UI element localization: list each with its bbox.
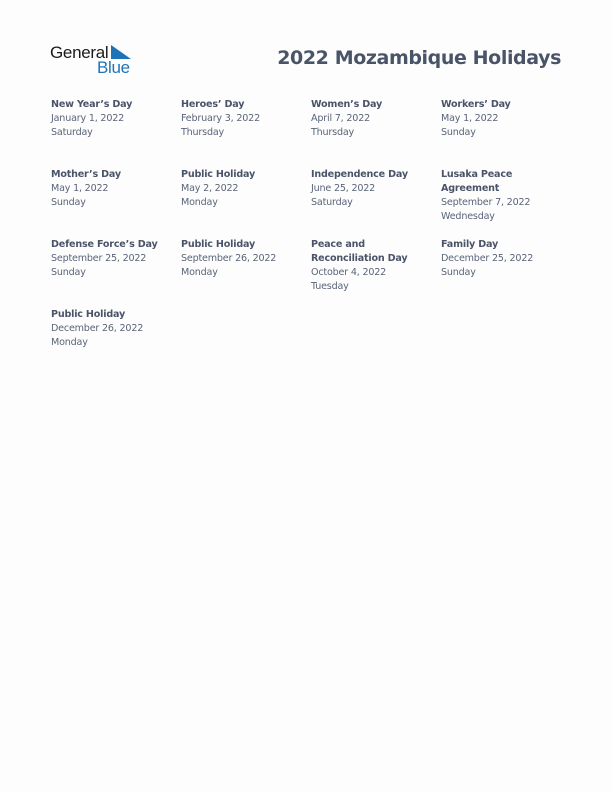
holiday-entry [441, 168, 536, 224]
holiday-name: Peace and Reconciliation Day [311, 239, 408, 264]
generalblue-logo [50, 43, 140, 79]
holiday-name: Women’s Day [311, 99, 383, 110]
holiday-weekday: Monday [51, 337, 88, 348]
holiday-weekday: Sunday [441, 127, 476, 138]
logo-flag-icon [111, 45, 131, 59]
holiday-date: September 7, 2022 [441, 197, 531, 208]
holiday-weekday: Thursday [181, 127, 225, 138]
holiday-entry [441, 238, 566, 280]
holiday-date: May 2, 2022 [181, 183, 239, 194]
holiday-date: June 25, 2022 [311, 183, 376, 194]
holiday-date: September 26, 2022 [181, 253, 277, 264]
holiday-entry [181, 168, 306, 210]
holiday-date: May 1, 2022 [441, 113, 499, 124]
holiday-name: New Year’s Day [51, 99, 133, 110]
holiday-weekday: Tuesday [311, 281, 349, 292]
holiday-weekday: Monday [181, 267, 218, 278]
holiday-date: February 3, 2022 [181, 113, 260, 124]
holiday-name: Family Day [441, 239, 499, 250]
holiday-name: Lusaka Peace Agreement [441, 169, 513, 194]
holiday-date: September 25, 2022 [51, 253, 147, 264]
holiday-name: Defense Force’s Day [51, 239, 158, 250]
holiday-name: Workers’ Day [441, 99, 511, 110]
holiday-date: December 26, 2022 [51, 323, 144, 334]
holiday-entry [441, 98, 566, 140]
holiday-name: Public Holiday [181, 239, 256, 250]
holiday-entry [311, 168, 436, 210]
holiday-weekday: Sunday [51, 197, 86, 208]
page-title: 2022 Mozambique Holidays [277, 47, 561, 69]
logo-text-general: General [50, 43, 109, 62]
holiday-name: Public Holiday [51, 309, 126, 320]
holiday-weekday: Sunday [441, 267, 476, 278]
holiday-entry [51, 238, 176, 280]
holiday-weekday: Monday [181, 197, 218, 208]
holiday-entry [311, 98, 436, 140]
holiday-weekday: Saturday [311, 197, 353, 208]
holiday-date: January 1, 2022 [51, 113, 125, 124]
holiday-weekday: Thursday [311, 127, 355, 138]
holiday-entry [51, 168, 176, 210]
holiday-name: Heroes’ Day [181, 99, 245, 110]
holiday-name: Mother’s Day [51, 169, 121, 180]
holiday-entry [311, 238, 421, 294]
holiday-weekday: Wednesday [441, 211, 495, 222]
logo-text-blue: Blue [97, 58, 130, 77]
holiday-date: May 1, 2022 [51, 183, 109, 194]
holiday-weekday: Saturday [51, 127, 93, 138]
holiday-entry [51, 308, 176, 350]
holiday-weekday: Sunday [51, 267, 86, 278]
holiday-date: October 4, 2022 [311, 267, 387, 278]
holiday-entry [181, 98, 306, 140]
holiday-name: Independence Day [311, 169, 408, 180]
holiday-date: December 25, 2022 [441, 253, 534, 264]
holiday-date: April 7, 2022 [311, 113, 370, 124]
holiday-entry [181, 238, 306, 280]
holiday-entry [51, 98, 176, 140]
holiday-name: Public Holiday [181, 169, 256, 180]
